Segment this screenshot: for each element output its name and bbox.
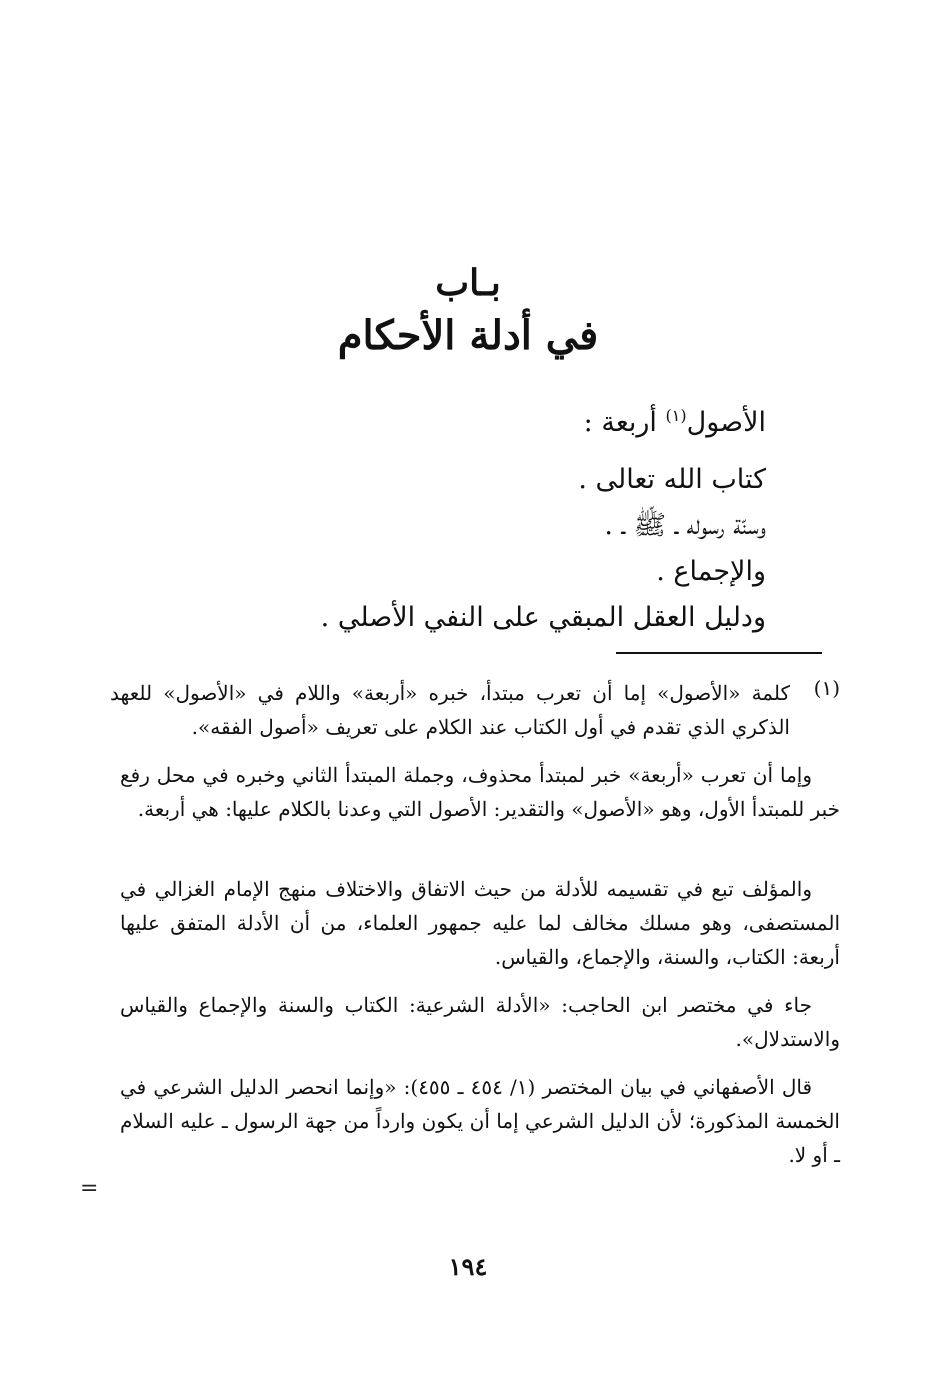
intro-line	[206, 408, 766, 436]
chapter-title: في أدلة الأحكام	[337, 312, 599, 359]
footnote-paragraph-text: قال الأصفهاني في بيان المختصر (١/ ٤٥٤ ـ ٤٥٥): «وإنما انحصر الدليل الشرعي في الخمسة المذكورة؛ لأن الدليل الشرعي إما أن يكون وارداً من جهة الرسول ـ عليه السلام ـ أو لا.	[120, 1075, 840, 1167]
footnote-paragraph: كلمة «الأصول» إما أن تعرب مبتدأ، خبره «أربعة» واللام في «الأصول» للعهد الذكري الذي تقدم في أول الكتاب عند الكلام على تعريف «أصول الفقه».	[110, 681, 790, 739]
source-item-book: كتاب الله تعالى .	[578, 464, 766, 495]
footnote-paragraph-text: وإما أن تعرب «أربعة» خبر لمبتدأ محذوف، وجملة المبتدأ الثاني وخبره في محل رفع خبر للمبتدأ الأول، وهو «الأصول» والتقدير: الأصول التي وعدنا بالكلام عليها: هي أربعة.	[120, 763, 840, 821]
footnote-divider	[616, 652, 822, 654]
footnote-paragraph	[120, 758, 840, 826]
continuation-mark: =	[80, 1176, 99, 1201]
chapter-label: بـاب	[435, 262, 501, 304]
footnote-reference: (١)	[665, 406, 687, 425]
source-item-reason: ودليل العقل المبقي على النفي الأصلي .	[320, 602, 766, 633]
intro-word: الأصول	[686, 407, 766, 438]
source-item-sunnah: وسنّة رسوله ـ ﷺ ـ .	[604, 510, 766, 541]
footnote-paragraph	[120, 1070, 840, 1172]
footnote-number: (١)	[813, 676, 840, 700]
intro-rest: أربعة :	[583, 407, 666, 438]
source-item-consensus: والإجماع .	[656, 556, 766, 587]
footnote-paragraph	[120, 988, 840, 1056]
footnote-paragraph-text: جاء في مختصر ابن الحاجب: «الأدلة الشرعية: الكتاب والسنة والإجماع والقياس والاستدلال».	[120, 993, 840, 1051]
footnote-paragraph	[120, 872, 840, 974]
page-number: ١٩٤	[448, 1252, 488, 1281]
footnote-paragraph-text: والمؤلف تبع في تقسيمه للأدلة من حيث الاتفاق والاختلاف منهج الإمام الغزالي في المستصفى، وهو مسلك مخالف لما عليه جمهور العلماء، من أن الأدلة المتفق عليها أربعة: الكتاب، والسنة، والإجماع، والقياس.	[120, 877, 840, 969]
